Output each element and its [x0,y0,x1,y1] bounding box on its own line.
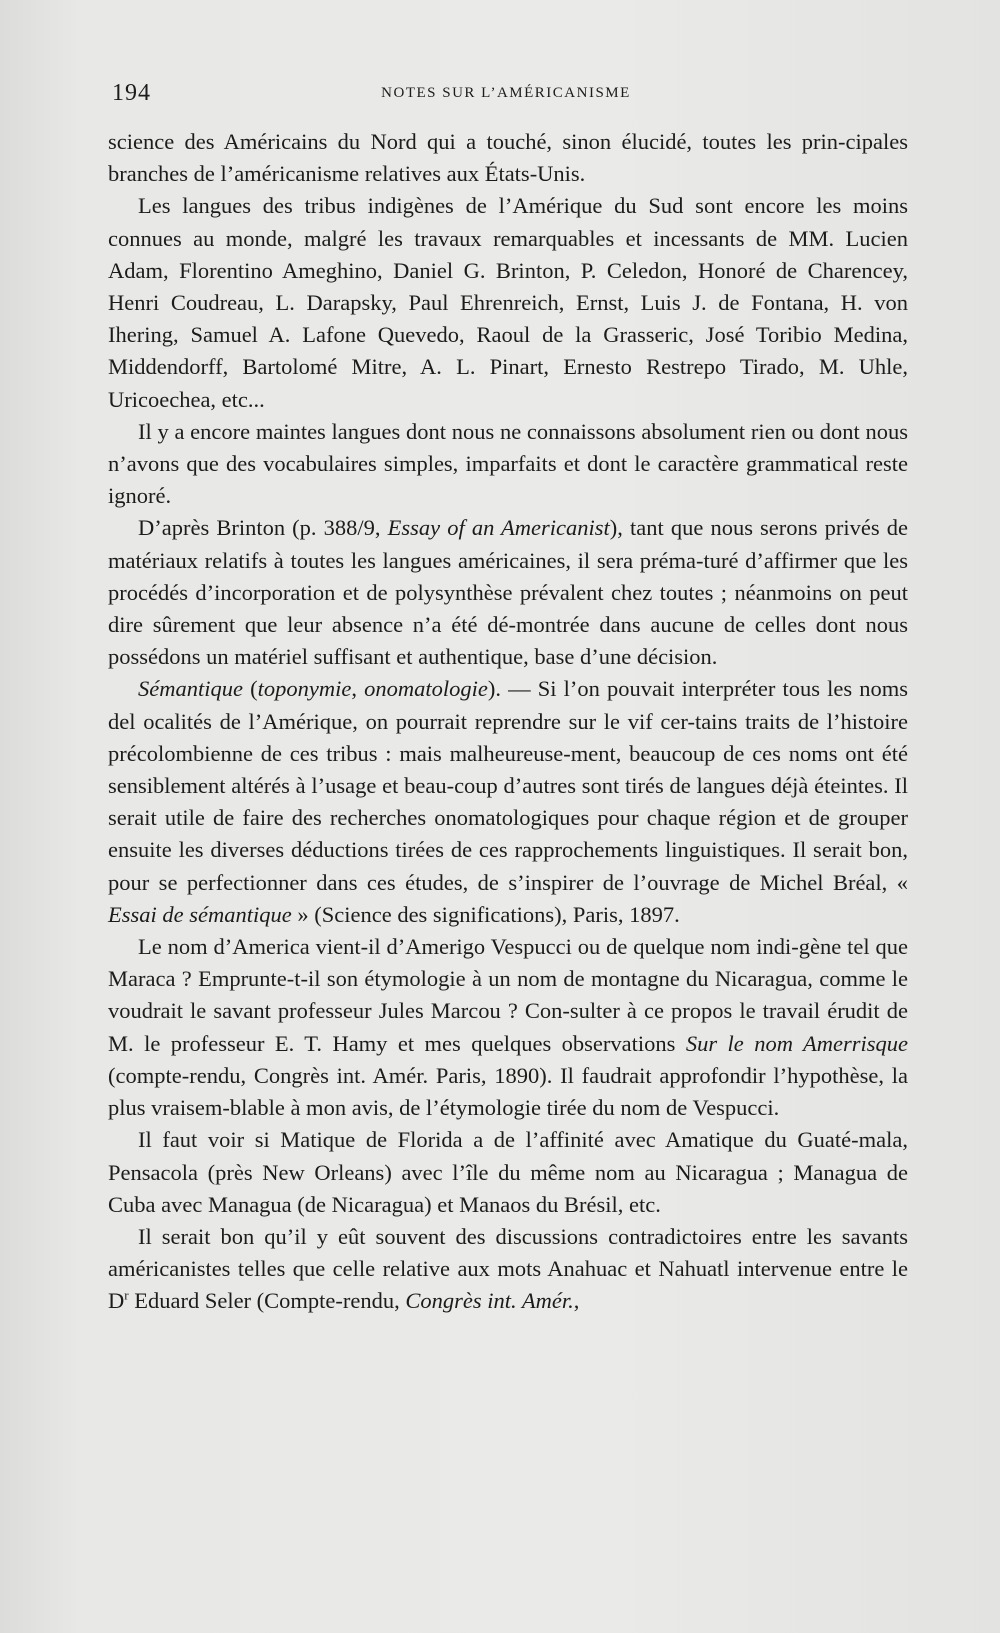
section-heading-semantique: Sémantique [138,676,243,702]
paragraph-8 [108,1221,908,1318]
paragraph-6-text-b: (compte-rendu, Congrès int. Amér. Paris, 1890). Il faudrait approfondir l’hypothèse, la plus vraisem-blable à mon avis, de l’étymologie tirée du nom de Vespucci. [108,1062,908,1121]
paragraph-3: Il y a encore maintes langues dont nous ne connaissons absolument rien ou dont nous n’avons que des vocabulaires simples, imparfaits et dont le caractère grammatical reste ignoré. [108,418,908,509]
paragraph-8-text-b: Eduard Seler (Compte-rendu, [128,1288,406,1314]
paragraph-5-text-d: » (Science des significations), Paris, 1897. [291,901,680,927]
paragraph-4-text-b: ), tant que nous serons privés de matériaux relatifs à toutes les langues américaines, il sera préma-turé d’affirmer que les procédés d’incorporation et de polysynthèse prévalent chez toutes ; néanmoins on peut dire sûrement que leur absence n’a été dé-montrée dans aucune de celles dont nous possédons un matériel suffisant et authentique, base d’une décision. [108,515,908,670]
running-head: NOTES SUR L’AMÉRICANISME [381,85,631,101]
paragraph-4-text-a: D’après Brinton (p. 388/9, [138,515,388,541]
work-title-amerrisque: Sur le nom Amerrisque [685,1030,908,1056]
superscript-r: r [124,1287,129,1303]
work-title-congres: Congrès int. Amér. [405,1288,574,1314]
paragraph-5 [108,673,908,931]
body-text [108,126,908,1318]
term-toponymie: toponymie [257,676,352,702]
page-header [112,80,900,110]
paragraph-4 [108,512,908,673]
paragraph-8-text-c: , [573,1288,580,1314]
paragraph-6-text-a: Le nom d’America vient-il d’Amerigo Vespucci ou de quelque nom indi-gène tel que Maraca ? Emprunte-t-il son étymologie à un nom de montagne du Nicaragua, comme le voudrait le savant professeur Jules Marcou ? Con-sulter à ce propos le travail érudit de M. le professeur E. T. Hamy et mes quelques observations [108,934,908,1056]
paragraph-1: science des Américains du Nord qui a touché, sinon élucidé, toutes les prin-cipales branches de l’américanisme relatives aux États-Unis. [108,129,908,187]
paragraph-5-text-b: , [351,676,365,702]
paragraph-7: Il faut voir si Matique de Florida a de l’affinité avec Amatique du Guaté-mala, Pensacola (près New Orleans) avec l’île du même nom au Nicaragua ; Managua de Cuba avec Managua (de Nicaragua) et Manaos du Brésil, etc. [108,1127,908,1217]
paragraph-5-text-a: ( [242,676,258,702]
book-title-semantique: Essai de sémantique [108,901,292,927]
book-title-essay: Essay of an Americanist [387,515,610,541]
paragraph-2: Les langues des tribus indigènes de l’Amérique du Sud sont encore les moins connues au monde, malgré les travaux remarquables et incessants de MM. Lucien Adam, Florentino Ameghino, Daniel G. Brinton, P. Celedon, Honoré de Charencey, Henri Coudreau, L. Darapsky, Paul Ehrenreich, Ernst, Luis J. de Fontana, H. von Ihering, Samuel A. Lafone Quevedo, Raoul de la Grasseric, José Toribio Medina, Middendorff, Bartolomé Mitre, A. L. Pinart, Ernesto Restrepo Tirado, M. Uhle, Uricoechea, etc... [108,193,908,412]
term-onomatologie: onomatologie [364,676,488,702]
page-number: 194 [112,80,151,106]
paragraph-5-text-c: ). — Si l’on pouvait interpréter tous les noms del ocalités de l’Amérique, on pourrait reprendre sur le vif cer-tains traits de l’histoire précolombienne de ces tribus : mais malheureuse-ment, beaucoup de ces noms ont été sensiblement altérés à l’usage et beau-coup d’autres sont tirés de langues déjà éteintes. Il serait utile de faire des recherches onomatologiques pour chaque région et de grouper ensuite les diverses déductions tirées de ces rapprochements linguistiques. Il serait bon, pour se perfectionner dans ces études, de s’inspirer de l’ouvrage de Michel Bréal, « [108,676,909,895]
paragraph-6 [108,931,908,1124]
paragraph-8-text-a: Il serait bon qu’il y eût souvent des discussions contradictoires entre les savants américanistes telles que celle relative aux mots Anahuac et Nahuatl intervenue entre le D [108,1223,908,1314]
